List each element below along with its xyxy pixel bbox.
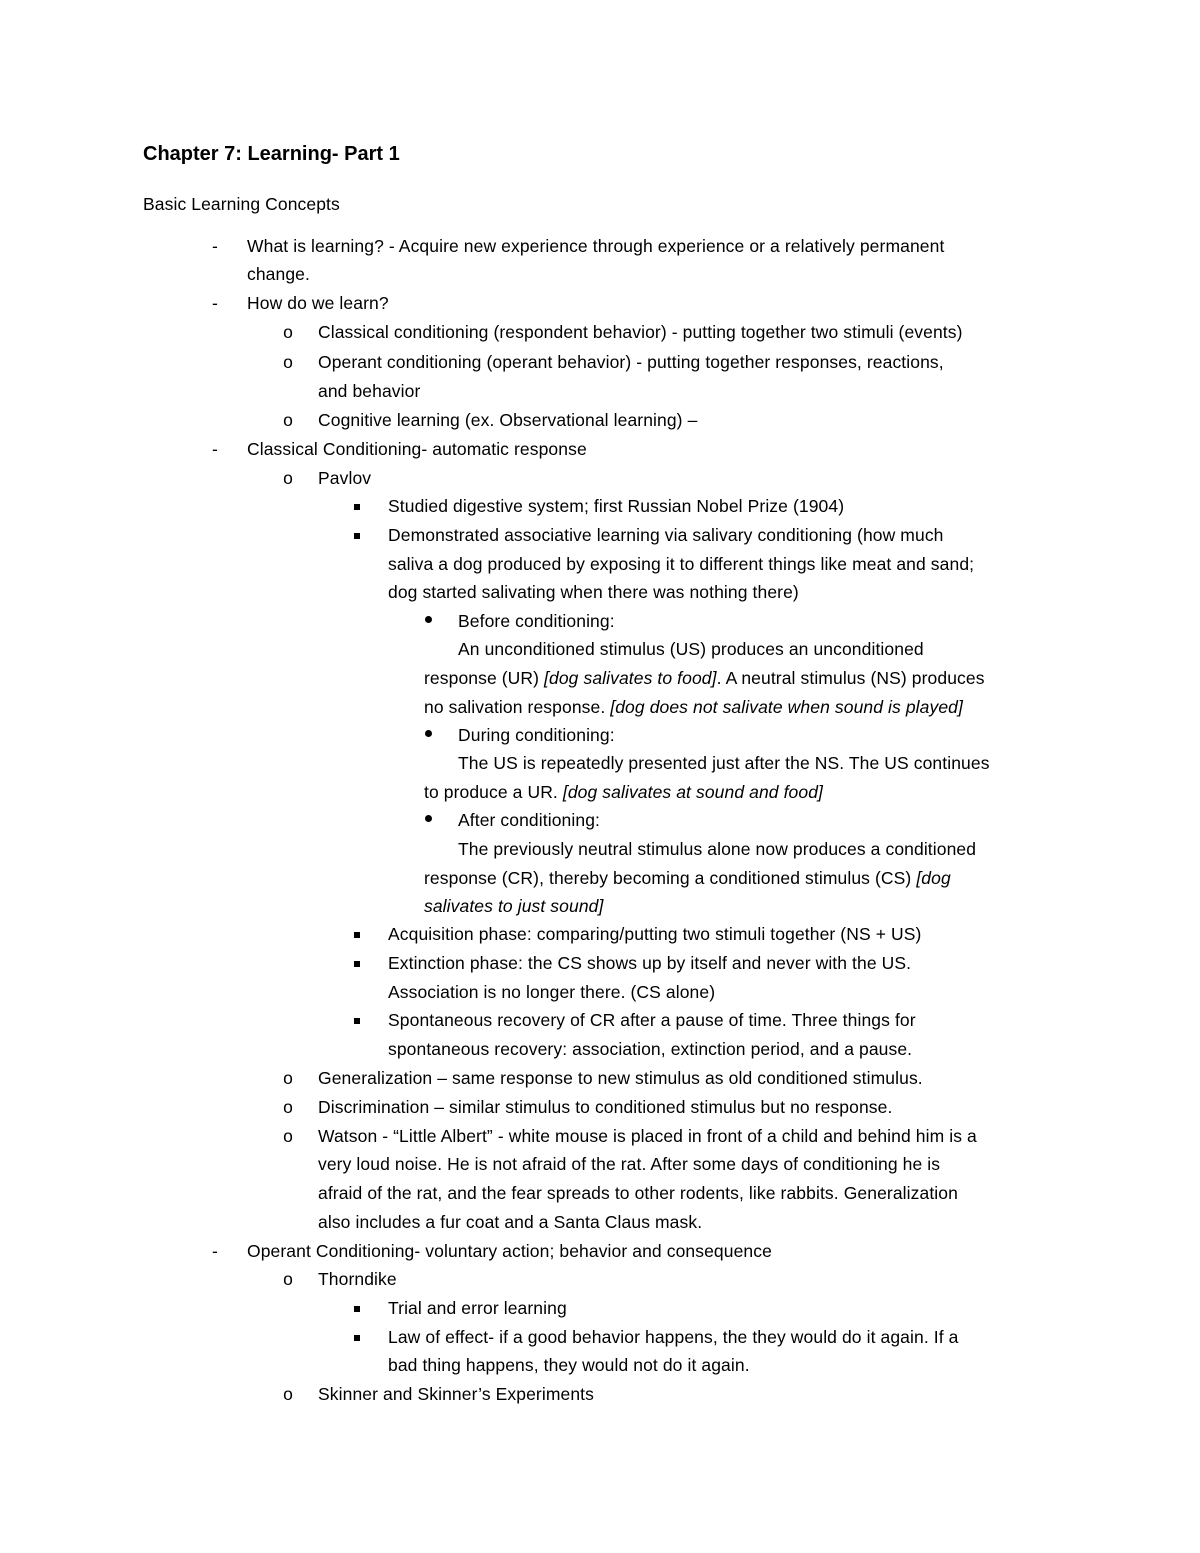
circle-bullet: o (283, 1097, 293, 1117)
list-item: Spontaneous recovery of CR after a pause of time. Three things for (388, 1010, 916, 1030)
square-bullet (354, 1335, 360, 1341)
list-item: Pavlov (318, 468, 372, 488)
circle-bullet: o (283, 352, 293, 372)
list-item: Classical conditioning (respondent behavior) - putting together two stimuli (events) (318, 322, 963, 342)
list-item: Watson - “Little Albert” - white mouse is placed in front of a child and behind him is a (318, 1126, 977, 1146)
list-item-continued: dog started salivating when there was nothing there) (388, 582, 799, 602)
list-item: Before conditioning: (458, 611, 615, 631)
list-item-continued: Association is no longer there. (CS alone) (388, 982, 716, 1002)
list-item-continued: change. (247, 264, 310, 284)
list-item: Discrimination – similar stimulus to conditioned stimulus but no response. (318, 1097, 893, 1117)
list-item: Operant conditioning (operant behavior) - putting together responses, reactions, (318, 352, 944, 372)
list-item: Studied digestive system; first Russian Nobel Prize (1904) (388, 496, 845, 516)
circle-bullet: o (283, 1126, 293, 1146)
list-item: Skinner and Skinner’s Experiments (318, 1384, 594, 1404)
list-item-continued: The US is repeatedly presented just after the NS. The US continues (458, 753, 990, 773)
list-item-continued: saliva a dog produced by exposing it to different things like meat and sand; (388, 554, 975, 574)
list-item: During conditioning: (458, 725, 615, 745)
circle-bullet: o (283, 1269, 293, 1289)
list-item-continued: no salivation response. [dog does not salivate when sound is played] (424, 697, 963, 717)
dash-bullet: - (212, 236, 218, 256)
list-item-continued: response (UR) [dog salivates to food]. A neutral stimulus (NS) produces (424, 668, 985, 688)
list-item: Trial and error learning (388, 1298, 567, 1318)
list-item-continued: bad thing happens, they would not do it again. (388, 1355, 750, 1375)
list-item-continued: and behavior (318, 381, 421, 401)
square-bullet (354, 504, 360, 510)
section-heading: Basic Learning Concepts (143, 194, 340, 214)
list-item: Extinction phase: the CS shows up by itself and never with the US. (388, 953, 912, 973)
square-bullet (354, 1018, 360, 1024)
list-item-continued: The previously neutral stimulus alone now produces a conditioned (458, 839, 977, 859)
circle-bullet: o (283, 468, 293, 488)
list-item: Law of effect- if a good behavior happens, the they would do it again. If a (388, 1327, 959, 1347)
list-item-continued: to produce a UR. [dog salivates at sound and food] (424, 782, 824, 802)
square-bullet (354, 961, 360, 967)
list-item: Demonstrated associative learning via salivary conditioning (how much (388, 525, 944, 545)
list-item: What is learning? - Acquire new experience through experience or a relatively permanent (247, 236, 945, 256)
square-bullet (354, 1306, 360, 1312)
list-item: Acquisition phase: comparing/putting two stimuli together (NS + US) (388, 924, 922, 944)
dot-bullet (425, 815, 432, 822)
circle-bullet: o (283, 322, 293, 342)
list-item: Operant Conditioning- voluntary action; behavior and consequence (247, 1241, 772, 1261)
list-item-continued: salivates to just sound] (424, 896, 604, 916)
list-item: How do we learn? (247, 293, 389, 313)
list-item: Thorndike (318, 1269, 397, 1289)
dot-bullet (425, 730, 432, 737)
circle-bullet: o (283, 1068, 293, 1088)
list-item-continued: response (CR), thereby becoming a conditioned stimulus (CS) [dog (424, 868, 951, 888)
square-bullet (354, 533, 360, 539)
list-item: After conditioning: (458, 810, 600, 830)
square-bullet (354, 932, 360, 938)
list-item: Cognitive learning (ex. Observational learning) – (318, 410, 698, 430)
list-item: Generalization – same response to new stimulus as old conditioned stimulus. (318, 1068, 923, 1088)
dash-bullet: - (212, 1241, 218, 1261)
list-item-continued: afraid of the rat, and the fear spreads to other rodents, like rabbits. Generalization (318, 1183, 958, 1203)
circle-bullet: o (283, 410, 293, 430)
list-item-continued: An unconditioned stimulus (US) produces an unconditioned (458, 639, 924, 659)
list-item-continued: very loud noise. He is not afraid of the rat. After some days of conditioning he is (318, 1154, 941, 1174)
dash-bullet: - (212, 439, 218, 459)
dot-bullet (425, 616, 432, 623)
circle-bullet: o (283, 1384, 293, 1404)
list-item-continued: also includes a fur coat and a Santa Claus mask. (318, 1212, 703, 1232)
list-item-continued: spontaneous recovery: association, extinction period, and a pause. (388, 1039, 913, 1059)
chapter-title: Chapter 7: Learning- Part 1 (143, 143, 400, 165)
list-item: Classical Conditioning- automatic response (247, 439, 587, 459)
dash-bullet: - (212, 293, 218, 313)
